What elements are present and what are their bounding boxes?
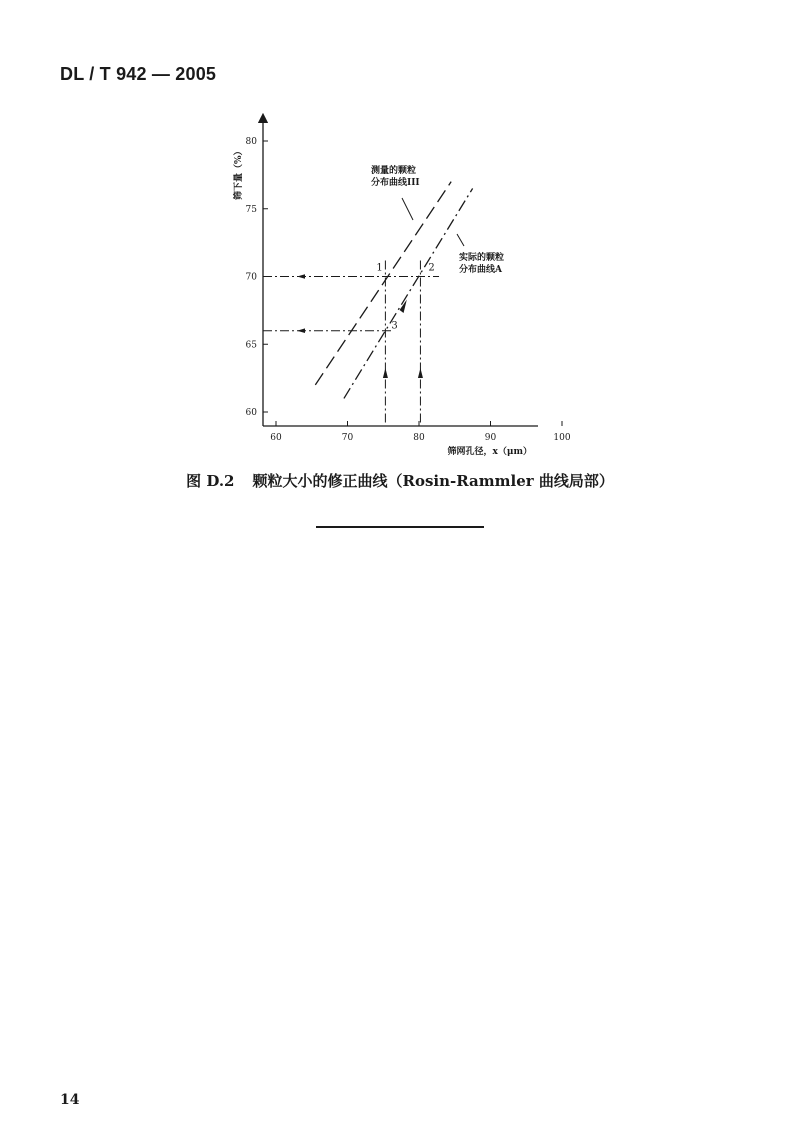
series-line-2 (344, 188, 473, 398)
section-end-rule (316, 526, 484, 528)
up-arrow-icon (383, 368, 388, 378)
series-name-label: 分布曲线A (459, 265, 502, 275)
figure-number: 图 D.2 (186, 472, 235, 490)
y-tick-label: 60 (245, 408, 257, 418)
x-tick-label: 90 (484, 433, 497, 443)
leader-line (402, 198, 413, 220)
y-tick-label: 80 (245, 137, 257, 147)
left-arrow-icon (297, 274, 305, 279)
series-name-label: 分布曲线III (371, 178, 420, 188)
point-label: 2 (428, 262, 435, 274)
point-label: 3 (391, 320, 398, 332)
figure-title: 颗粒大小的修正曲线（Rosin-Rammler 曲线局部） (252, 472, 614, 490)
x-tick-label: 70 (341, 433, 354, 443)
y-tick-label: 65 (245, 340, 257, 351)
x-tick-label: 100 (553, 433, 571, 443)
x-tick-label: 60 (270, 433, 282, 443)
particle-size-correction-chart (0, 0, 800, 470)
x-tick-label: 80 (413, 433, 425, 443)
y-tick-label: 75 (245, 204, 257, 215)
series-line-1 (315, 182, 451, 385)
y-axis-label: 筛下量（%） (234, 146, 244, 200)
document-code: DL / T 942 — 2005 (60, 64, 217, 84)
figure-caption (0, 470, 800, 491)
page-number: 14 (60, 1092, 80, 1108)
leader-line (457, 234, 464, 246)
point-label: 1 (376, 262, 383, 274)
up-arrow-icon (418, 368, 423, 378)
left-arrow-icon (297, 328, 305, 333)
series-name-label: 实际的颗粒 (459, 253, 505, 263)
y-tick-label: 70 (245, 272, 257, 283)
x-axis-label: 筛网孔径，x（μm） (447, 447, 532, 457)
series-name-label: 测量的颗粒 (371, 166, 417, 176)
